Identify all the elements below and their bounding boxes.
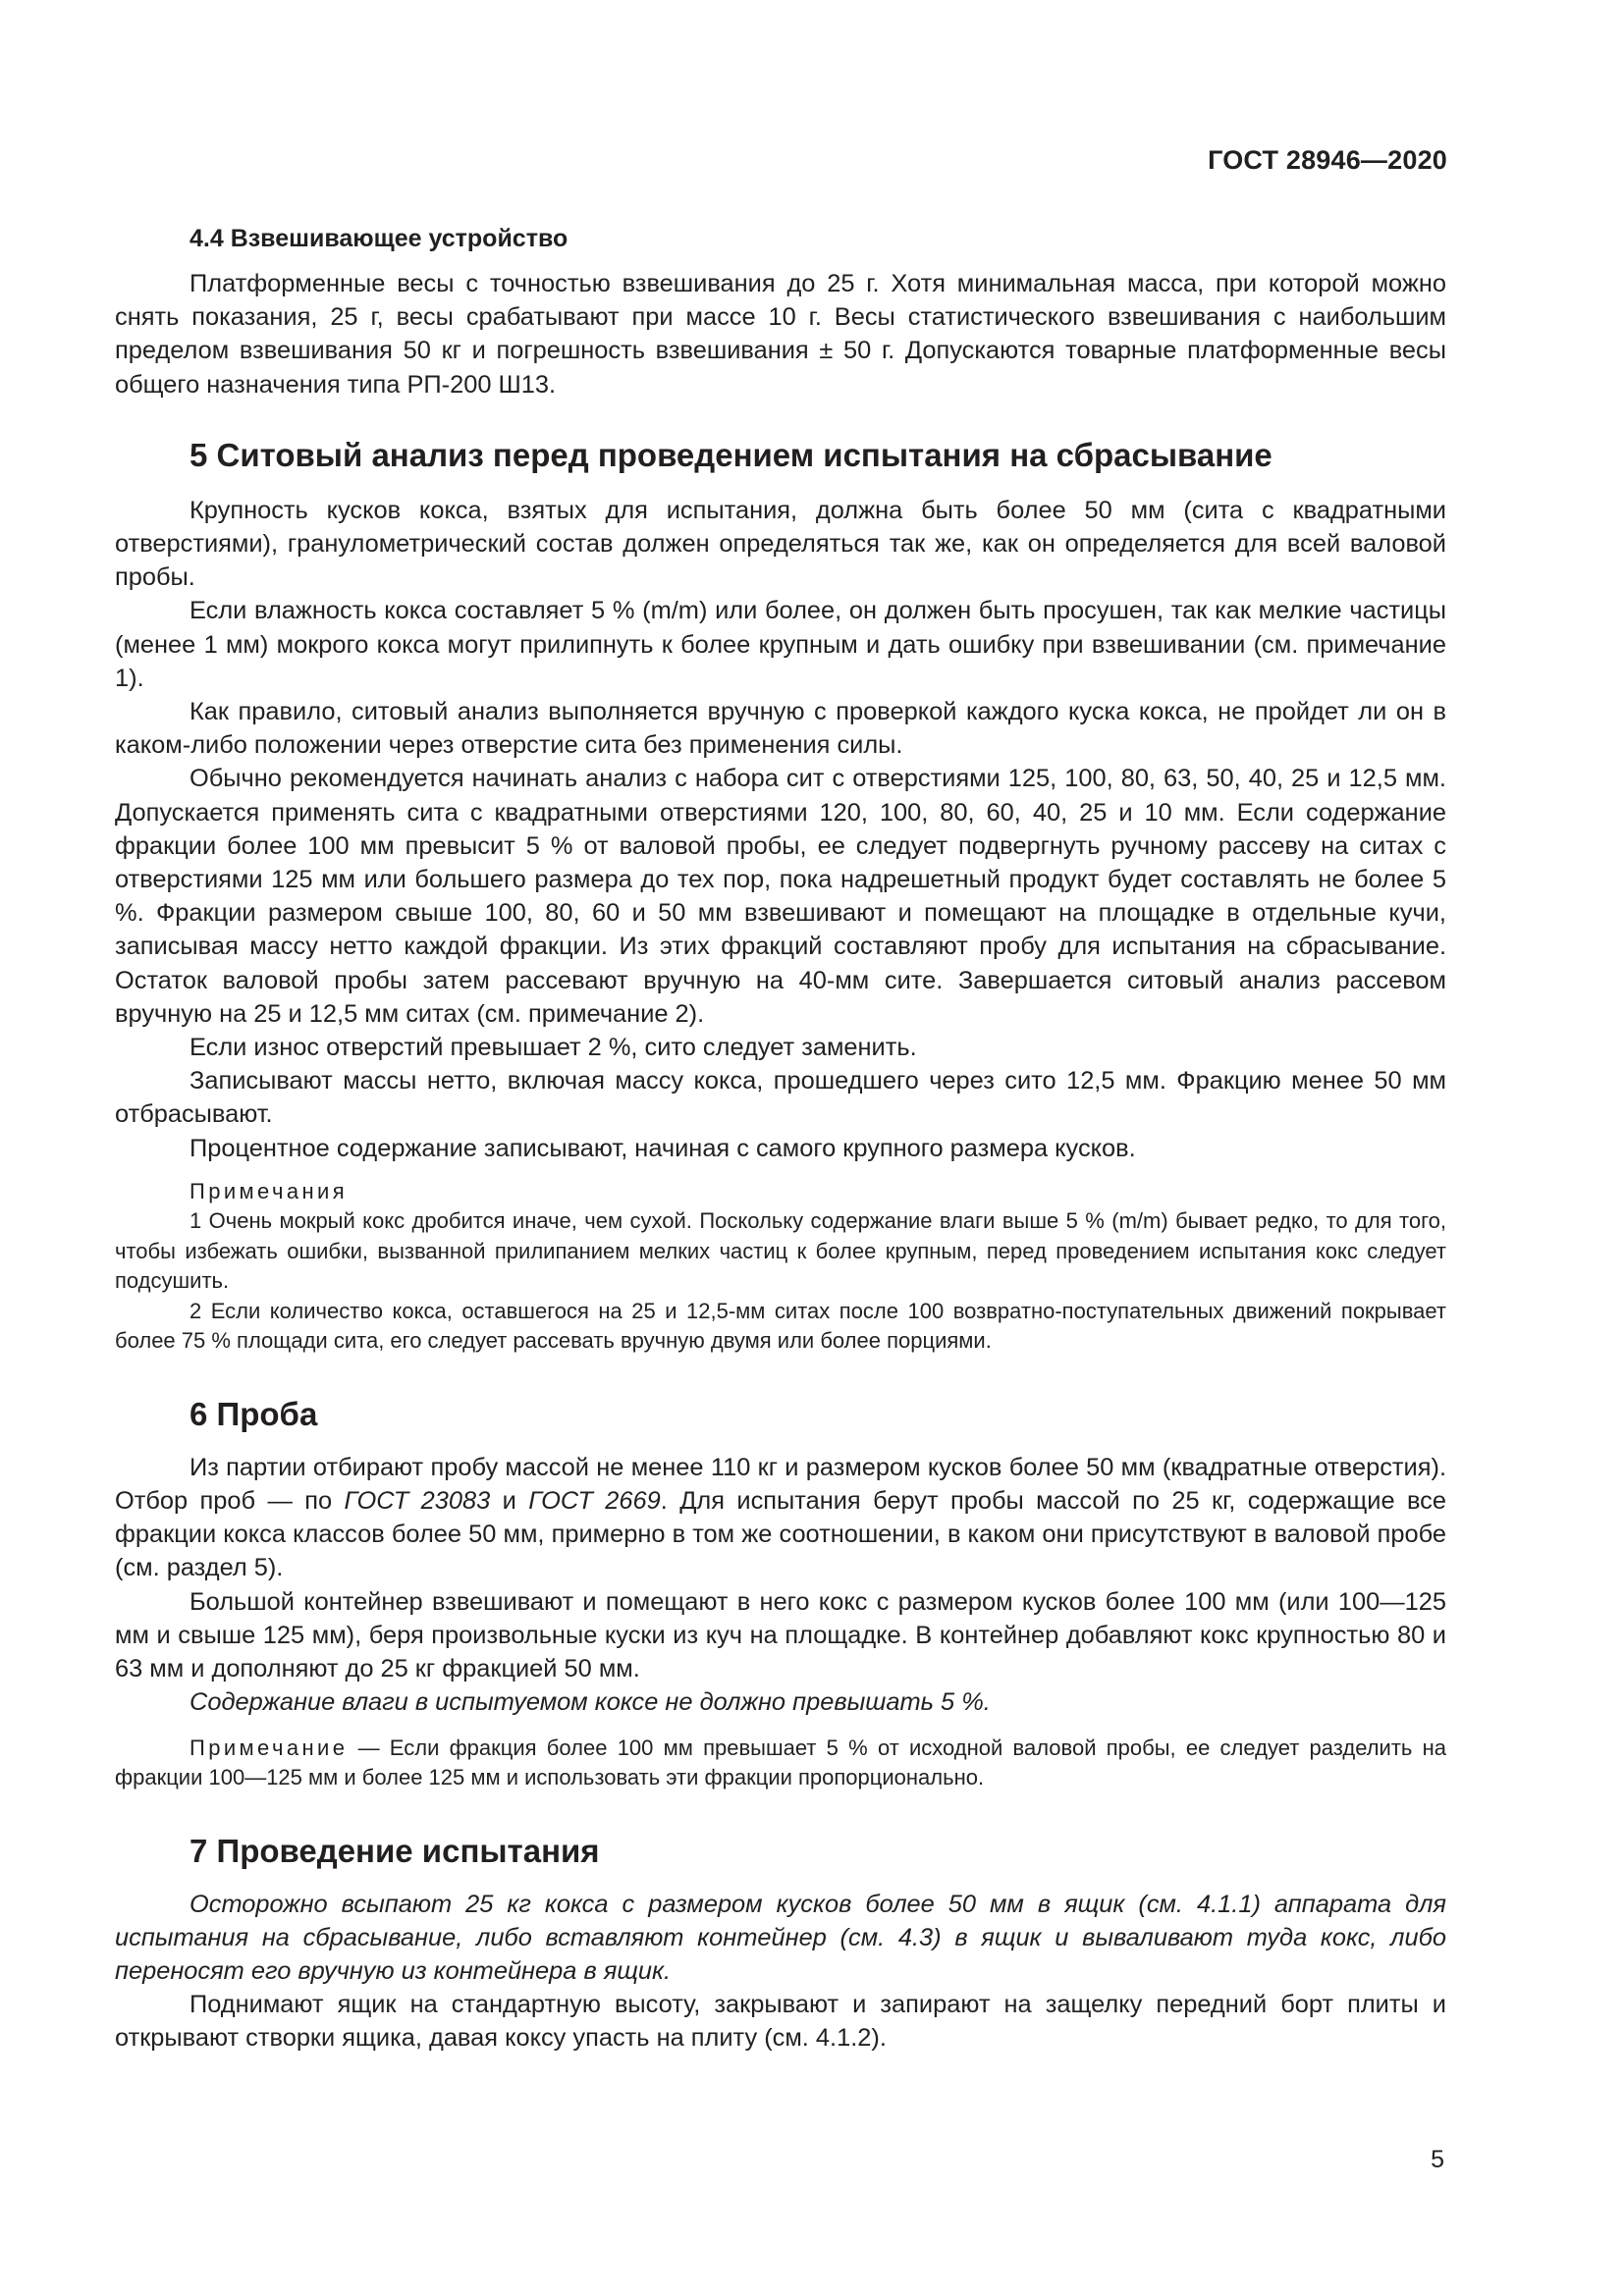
- page-content: [115, 222, 1446, 2056]
- subsection-4-4-body: [115, 267, 1446, 401]
- paragraph: Содержание влаги в испытуемом коксе не должно превышать 5 %.: [189, 1688, 991, 1717]
- paragraph: Если влажность кокса составляет 5 % (m/m) или более, он должен быть просушен, так как мелкие частицы (менее 1 мм) мокрого кокса могут прилипнуть к более крупным и дать ошибку при взвешивании (см. примечание 1).: [115, 597, 1446, 692]
- section-heading-5: 5 Ситовый анализ перед проведением испытания на сбрасывание: [189, 436, 1272, 473]
- paragraph: Как правило, ситовый анализ выполняется вручную с проверкой каждого куска кокса, не пройдет ли он в каком-либо положении через отверстие сита без применения силы.: [115, 698, 1446, 760]
- section-7-body: [115, 1888, 1446, 2056]
- paragraph: Записывают массы нетто, включая массу кокса, прошедшего через сито 12,5 мм. Фракцию менее 50 мм отбрасывают.: [115, 1067, 1446, 1129]
- note: [115, 1734, 1446, 1793]
- section-5-notes: [115, 1177, 1446, 1357]
- section-6-body: [115, 1451, 1446, 1720]
- standard-reference: ГОСТ 23083: [344, 1487, 491, 1516]
- note-1: 1 Очень мокрый кокс дробится иначе, чем сухой. Поскольку содержание влаги выше 5 % (m/m) бывает редко, то для того, чтобы избежать ошибки, вызванной прилипанием мелких частиц к более крупным, перед проведением испытания кокс следует подсушить.: [115, 1208, 1446, 1294]
- paragraph: Поднимают ящик на стандартную высоту, закрывают и запирают на защелку передний борт плиты и открывают створки ящика, давая коксу упасть на плиту (см. 4.1.2).: [115, 1991, 1446, 2053]
- paragraph: Если износ отверстий превышает 2 %, сито следует заменить.: [189, 1034, 917, 1062]
- paragraph: Платформенные весы с точностью взвешивания до 25 г. Хотя минимальная масса, при которой можно снять показания, 25 г, весы срабатывают при массе 10 г. Весы статистического взвешивания с наибольшим пределом взвешивания 50 кг и погрешность взвешивания ± 50 г. Допускаются товарные платформенные весы общего назначения типа РП-200 Ш13.: [115, 270, 1446, 399]
- text-run: . Для испытания берут пробы массой по 25 кг, содержащие все фракции кокса классов более 50 мм, примерно в том же соотношении, в каком они присутствуют в валовой пробе (см. раздел 5).: [115, 1487, 1447, 1582]
- paragraph: [115, 1451, 1446, 1585]
- section-6-note: [115, 1734, 1446, 1793]
- note-2: 2 Если количество кокса, оставшегося на 25 и 12,5-мм ситах после 100 возвратно-поступательных движений покрывает более 75 % площади сита, его следует рассевать вручную двумя или более порциями.: [115, 1298, 1446, 1354]
- section-heading-7: 7 Проведение испытания: [189, 1832, 600, 1869]
- page-number: 5: [1431, 2146, 1444, 2173]
- section-5-body: [115, 494, 1446, 1165]
- paragraph: Процентное содержание записывают, начиная с самого крупного размера кусков.: [189, 1134, 1136, 1162]
- text-run: Из партии отбирают пробу массой не менее 110 кг и размером кусков более 50 мм (квадратные отверстия). Отбор проб — по: [115, 1453, 1446, 1516]
- note-text: — Если фракция более 100 мм превышает 5 % от исходной валовой пробы, ее следует разделить на фракции 100—125 мм и более 125 мм и использовать эти фракции пропорционально.: [115, 1735, 1446, 1789]
- section-heading-6: 6 Проба: [189, 1395, 318, 1432]
- subsection-heading-4-4: 4.4 Взвешивающее устройство: [189, 225, 568, 252]
- paragraph: Крупность кусков кокса, взятых для испытания, должна быть более 50 мм (сита с квадратными отверстиями), гранулометрический состав должен определяться так же, как он определяется для всей валовой пробы.: [115, 496, 1446, 592]
- standard-reference: ГОСТ 2669: [528, 1487, 661, 1516]
- note-label: Примечание: [189, 1735, 349, 1760]
- document-code: ГОСТ 28946—2020: [1208, 145, 1447, 175]
- notes-title: Примечания: [189, 1178, 349, 1203]
- paragraph: Большой контейнер взвешивают и помещают в него кокс с размером кусков более 100 мм (или 100—125 мм и свыше 125 мм), беря произвольные куски из куч на площадке. В контейнер добавляют кокс крупностью 80 и 63 мм и дополняют до 25 кг фракцией 50 мм.: [115, 1587, 1446, 1683]
- text-run: и: [490, 1487, 529, 1516]
- paragraph: Осторожно всыпают 25 кг кокса с размером кусков более 50 мм в ящик (см. 4.1.1) аппарата для испытания на сбрасывание, либо вставляют контейнер (см. 4.3) в ящик и вываливают туда кокс, либо переносят его вручную из контейнера в ящик.: [115, 1890, 1446, 1985]
- paragraph: Обычно рекомендуется начинать анализ с набора сит с отверстиями 125, 100, 80, 63, 50, 40, 25 и 12,5 мм. Допускается применять сита с квадратными отверстиями 120, 100, 80, 60, 40, 25 и 10 мм. Если содержание фракции более 100 мм превысит 5 % от валовой пробы, ее следует подвергнуть ручному рассеву на ситах с отверстиями 125 мм или большего размера до тех пор, пока надрешетный продукт будет составлять не более 5 %. Фракции размером свыше 100, 80, 60 и 50 мм взвешивают и помещают на площадке в отдельные кучи, записывая массу нетто каждой фракции. Из этих фракций составляют пробу для испытания на сбрасывание. Остаток валовой пробы затем рассевают вручную на 40-мм сите. Завершается ситовый анализ рассевом вручную на 25 и 12,5 мм ситах (см. примечание 2).: [115, 765, 1446, 1028]
